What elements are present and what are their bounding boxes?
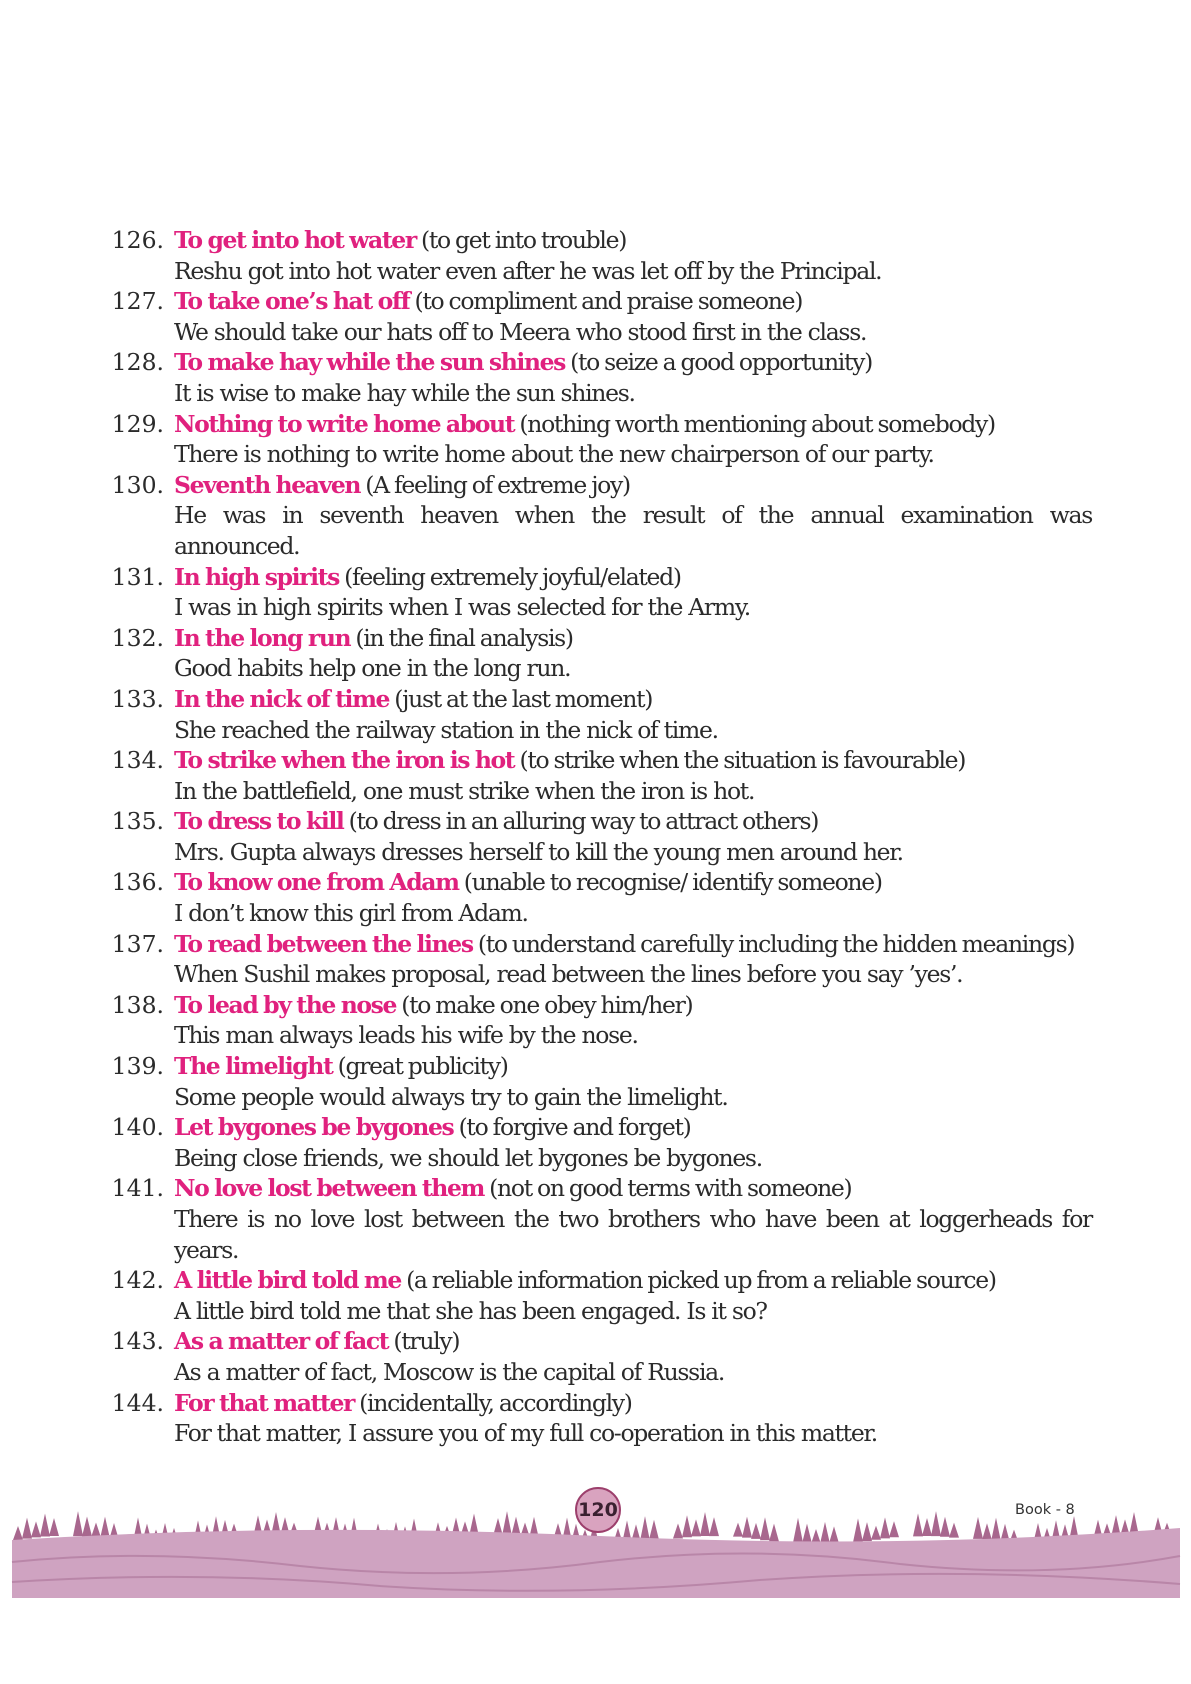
tree-icon xyxy=(913,1513,923,1536)
idiom-entry xyxy=(107,623,1092,684)
idiom-meaning: (in the final analysis) xyxy=(355,623,573,652)
idiom-example: Good habits help one in the long run. xyxy=(174,654,571,683)
idiom-phrase: Let bygones be bygones xyxy=(174,1113,454,1142)
idiom-example: I don’t know this girl from Adam. xyxy=(174,899,528,928)
entry-number: 141. xyxy=(111,1174,164,1203)
entry-number: 137. xyxy=(111,929,164,958)
idiom-example: A little bird told me that she has been engaged. Is it so? xyxy=(174,1296,767,1325)
idiom-phrase: To read between the lines xyxy=(174,929,473,958)
idiom-example: When Sushil makes proposal, read between the lines before you say ’yes’. xyxy=(174,960,963,989)
idiom-example: Reshu got into hot water even after he was let off by the Principal. xyxy=(174,256,882,285)
entry-number: 126. xyxy=(111,226,164,254)
tree-icon xyxy=(922,1518,932,1536)
idiom-meaning: (to forgive and forget) xyxy=(458,1113,691,1142)
tree-icon xyxy=(940,1517,950,1537)
entry-number: 131. xyxy=(111,562,164,591)
entry-number: 133. xyxy=(111,684,164,713)
idiom-example: In the battlefield, one must strike when the iron is hot. xyxy=(174,776,755,805)
idiom-entry xyxy=(107,990,1092,1051)
idiom-entry xyxy=(107,409,1092,470)
tree-icon xyxy=(649,1520,659,1540)
idiom-example: She reached the railway station in the nick of time. xyxy=(174,715,718,744)
tree-icon xyxy=(982,1523,992,1540)
idiom-phrase: To lead by the nose xyxy=(174,990,397,1019)
idiom-phrase: To dress to kill xyxy=(174,807,344,836)
tree-icon xyxy=(691,1519,701,1536)
entry-number: 142. xyxy=(111,1266,164,1295)
tree-icon xyxy=(889,1521,899,1537)
idiom-entry xyxy=(107,286,1092,347)
idiom-entry xyxy=(107,1112,1092,1173)
idiom-example: There is no love lost between the two brothers who have been at loggerheads for years. xyxy=(174,1205,1092,1264)
idiom-meaning: (just at the last moment) xyxy=(394,684,653,713)
entry-number: 143. xyxy=(111,1327,164,1356)
tree-icon xyxy=(862,1522,872,1541)
idiom-entry xyxy=(107,1051,1092,1112)
tree-icon xyxy=(931,1511,941,1536)
tree-icon xyxy=(802,1524,812,1544)
idiom-phrase: To take one’s hat off xyxy=(174,287,410,316)
tree-icon xyxy=(871,1526,881,1540)
tree-icon xyxy=(22,1518,32,1539)
tree-icon xyxy=(742,1517,752,1538)
idiom-meaning: (feeling extremely joyful/elated) xyxy=(344,562,681,591)
tree-icon xyxy=(640,1516,650,1541)
idiom-meaning: (unable to recognise/ identify someone) xyxy=(463,868,882,897)
idiom-list xyxy=(107,225,1092,1449)
idiom-meaning: (A feeling of extreme joy) xyxy=(365,470,630,499)
idiom-phrase: No love lost between them xyxy=(174,1174,484,1203)
idiom-phrase: For that matter xyxy=(174,1388,354,1417)
idiom-entry xyxy=(107,1326,1092,1387)
idiom-entry xyxy=(107,1173,1092,1265)
idiom-phrase: As a matter of fact xyxy=(174,1327,389,1356)
tree-icon xyxy=(700,1512,710,1536)
idiom-meaning: (great publicity) xyxy=(337,1052,508,1081)
idiom-example: He was in seventh heaven when the result of the annual examination was announced. xyxy=(174,501,1092,560)
idiom-example: It is wise to make hay while the sun shines. xyxy=(174,378,635,407)
idiom-meaning: (truly) xyxy=(393,1327,460,1356)
idiom-meaning: (to seize a good opportunity) xyxy=(570,348,872,377)
entry-number: 129. xyxy=(111,409,164,438)
entry-number: 135. xyxy=(111,807,164,836)
idiom-example: Some people would always try to gain the limelight. xyxy=(174,1082,728,1111)
idiom-entry xyxy=(107,1265,1092,1326)
idiom-meaning: (incidentally, accordingly) xyxy=(359,1388,632,1417)
tree-icon xyxy=(973,1517,983,1539)
idiom-phrase: To strike when the iron is hot xyxy=(174,746,515,775)
tree-icon xyxy=(49,1518,59,1536)
idiom-example: Being close friends, we should let bygones be bygones. xyxy=(174,1143,762,1172)
entry-number: 132. xyxy=(111,623,164,652)
tree-icon xyxy=(880,1517,890,1538)
tree-icon xyxy=(793,1518,803,1543)
idiom-phrase: In high spirits xyxy=(174,562,339,591)
idiom-entry xyxy=(107,562,1092,623)
idiom-entry xyxy=(107,806,1092,867)
idiom-phrase: Seventh heaven xyxy=(174,470,361,499)
tree-icon xyxy=(709,1517,719,1536)
idiom-entry xyxy=(107,929,1092,990)
entry-number: 136. xyxy=(111,868,164,897)
idiom-example: There is nothing to write home about the new chairperson of our party. xyxy=(174,440,934,469)
entry-number: 134. xyxy=(111,746,164,775)
tree-icon xyxy=(682,1515,692,1537)
idiom-entry xyxy=(107,745,1092,806)
tree-icon xyxy=(40,1514,50,1537)
book-label: Book - 8 xyxy=(1015,1502,1075,1518)
tree-icon xyxy=(853,1518,863,1542)
tree-icon xyxy=(949,1523,959,1538)
idiom-meaning: (to get into trouble) xyxy=(421,226,627,254)
idiom-phrase: A little bird told me xyxy=(174,1266,401,1295)
page-number: 120 xyxy=(575,1487,621,1533)
idiom-entry xyxy=(107,347,1092,408)
entry-number: 138. xyxy=(111,990,164,1019)
idiom-meaning: (a reliable information picked up from a reliable source) xyxy=(406,1266,996,1295)
entry-number: 140. xyxy=(111,1113,164,1142)
idiom-meaning: (not on good terms with someone) xyxy=(489,1174,852,1203)
tree-icon xyxy=(82,1517,92,1537)
idiom-entry xyxy=(107,867,1092,928)
idiom-phrase: To make hay while the sun shines xyxy=(174,348,565,377)
idiom-example: Mrs. Gupta always dresses herself to kill the young men around her. xyxy=(174,837,903,866)
idiom-example: For that matter, I assure you of my full co-operation in this matter. xyxy=(174,1419,877,1448)
tree-icon xyxy=(991,1518,1001,1542)
tree-icon xyxy=(751,1523,761,1539)
idiom-meaning: (to strike when the situation is favourable) xyxy=(519,746,966,775)
idiom-meaning: (to compliment and praise someone) xyxy=(414,287,803,316)
idiom-meaning: (nothing worth mentioning about somebody) xyxy=(519,409,995,438)
tree-icon xyxy=(31,1521,41,1537)
idiom-phrase: Nothing to write home about xyxy=(174,409,515,438)
idiom-meaning: (to make one obey him/her) xyxy=(401,990,693,1019)
tree-icon xyxy=(769,1524,779,1542)
entry-number: 128. xyxy=(111,348,164,377)
entry-number: 139. xyxy=(111,1052,164,1081)
idiom-entry xyxy=(107,684,1092,745)
idiom-phrase: To know one from Adam xyxy=(174,868,459,897)
idiom-meaning: (to understand carefully including the hidden meanings) xyxy=(477,929,1075,958)
tree-icon xyxy=(760,1517,770,1540)
idiom-phrase: In the nick of time xyxy=(174,684,390,713)
idiom-entry xyxy=(107,470,1092,562)
tree-icon xyxy=(73,1511,83,1536)
tree-icon xyxy=(13,1526,23,1540)
idiom-example: As a matter of fact, Moscow is the capital of Russia. xyxy=(174,1357,725,1386)
entry-number: 127. xyxy=(111,287,164,316)
idiom-example: We should take our hats off to Meera who stood first in the class. xyxy=(174,317,867,346)
idiom-meaning: (to dress in an alluring way to attract others) xyxy=(348,807,819,836)
tree-icon xyxy=(820,1522,830,1544)
tree-icon xyxy=(829,1526,839,1543)
idiom-example: This man always leads his wife by the nose. xyxy=(174,1021,638,1050)
tree-icon xyxy=(91,1522,101,1537)
idiom-phrase: In the long run xyxy=(174,623,351,652)
tree-icon xyxy=(673,1523,683,1538)
entry-number: 130. xyxy=(111,470,164,499)
tree-icon xyxy=(733,1523,743,1537)
entry-number: 144. xyxy=(111,1388,164,1417)
idiom-entry xyxy=(107,225,1092,286)
idiom-entry xyxy=(107,1388,1092,1449)
idiom-phrase: To get into hot water xyxy=(174,226,416,254)
idiom-example: I was in high spirits when I was selected for the Army. xyxy=(174,593,750,622)
idiom-phrase: The limelight xyxy=(174,1052,333,1081)
